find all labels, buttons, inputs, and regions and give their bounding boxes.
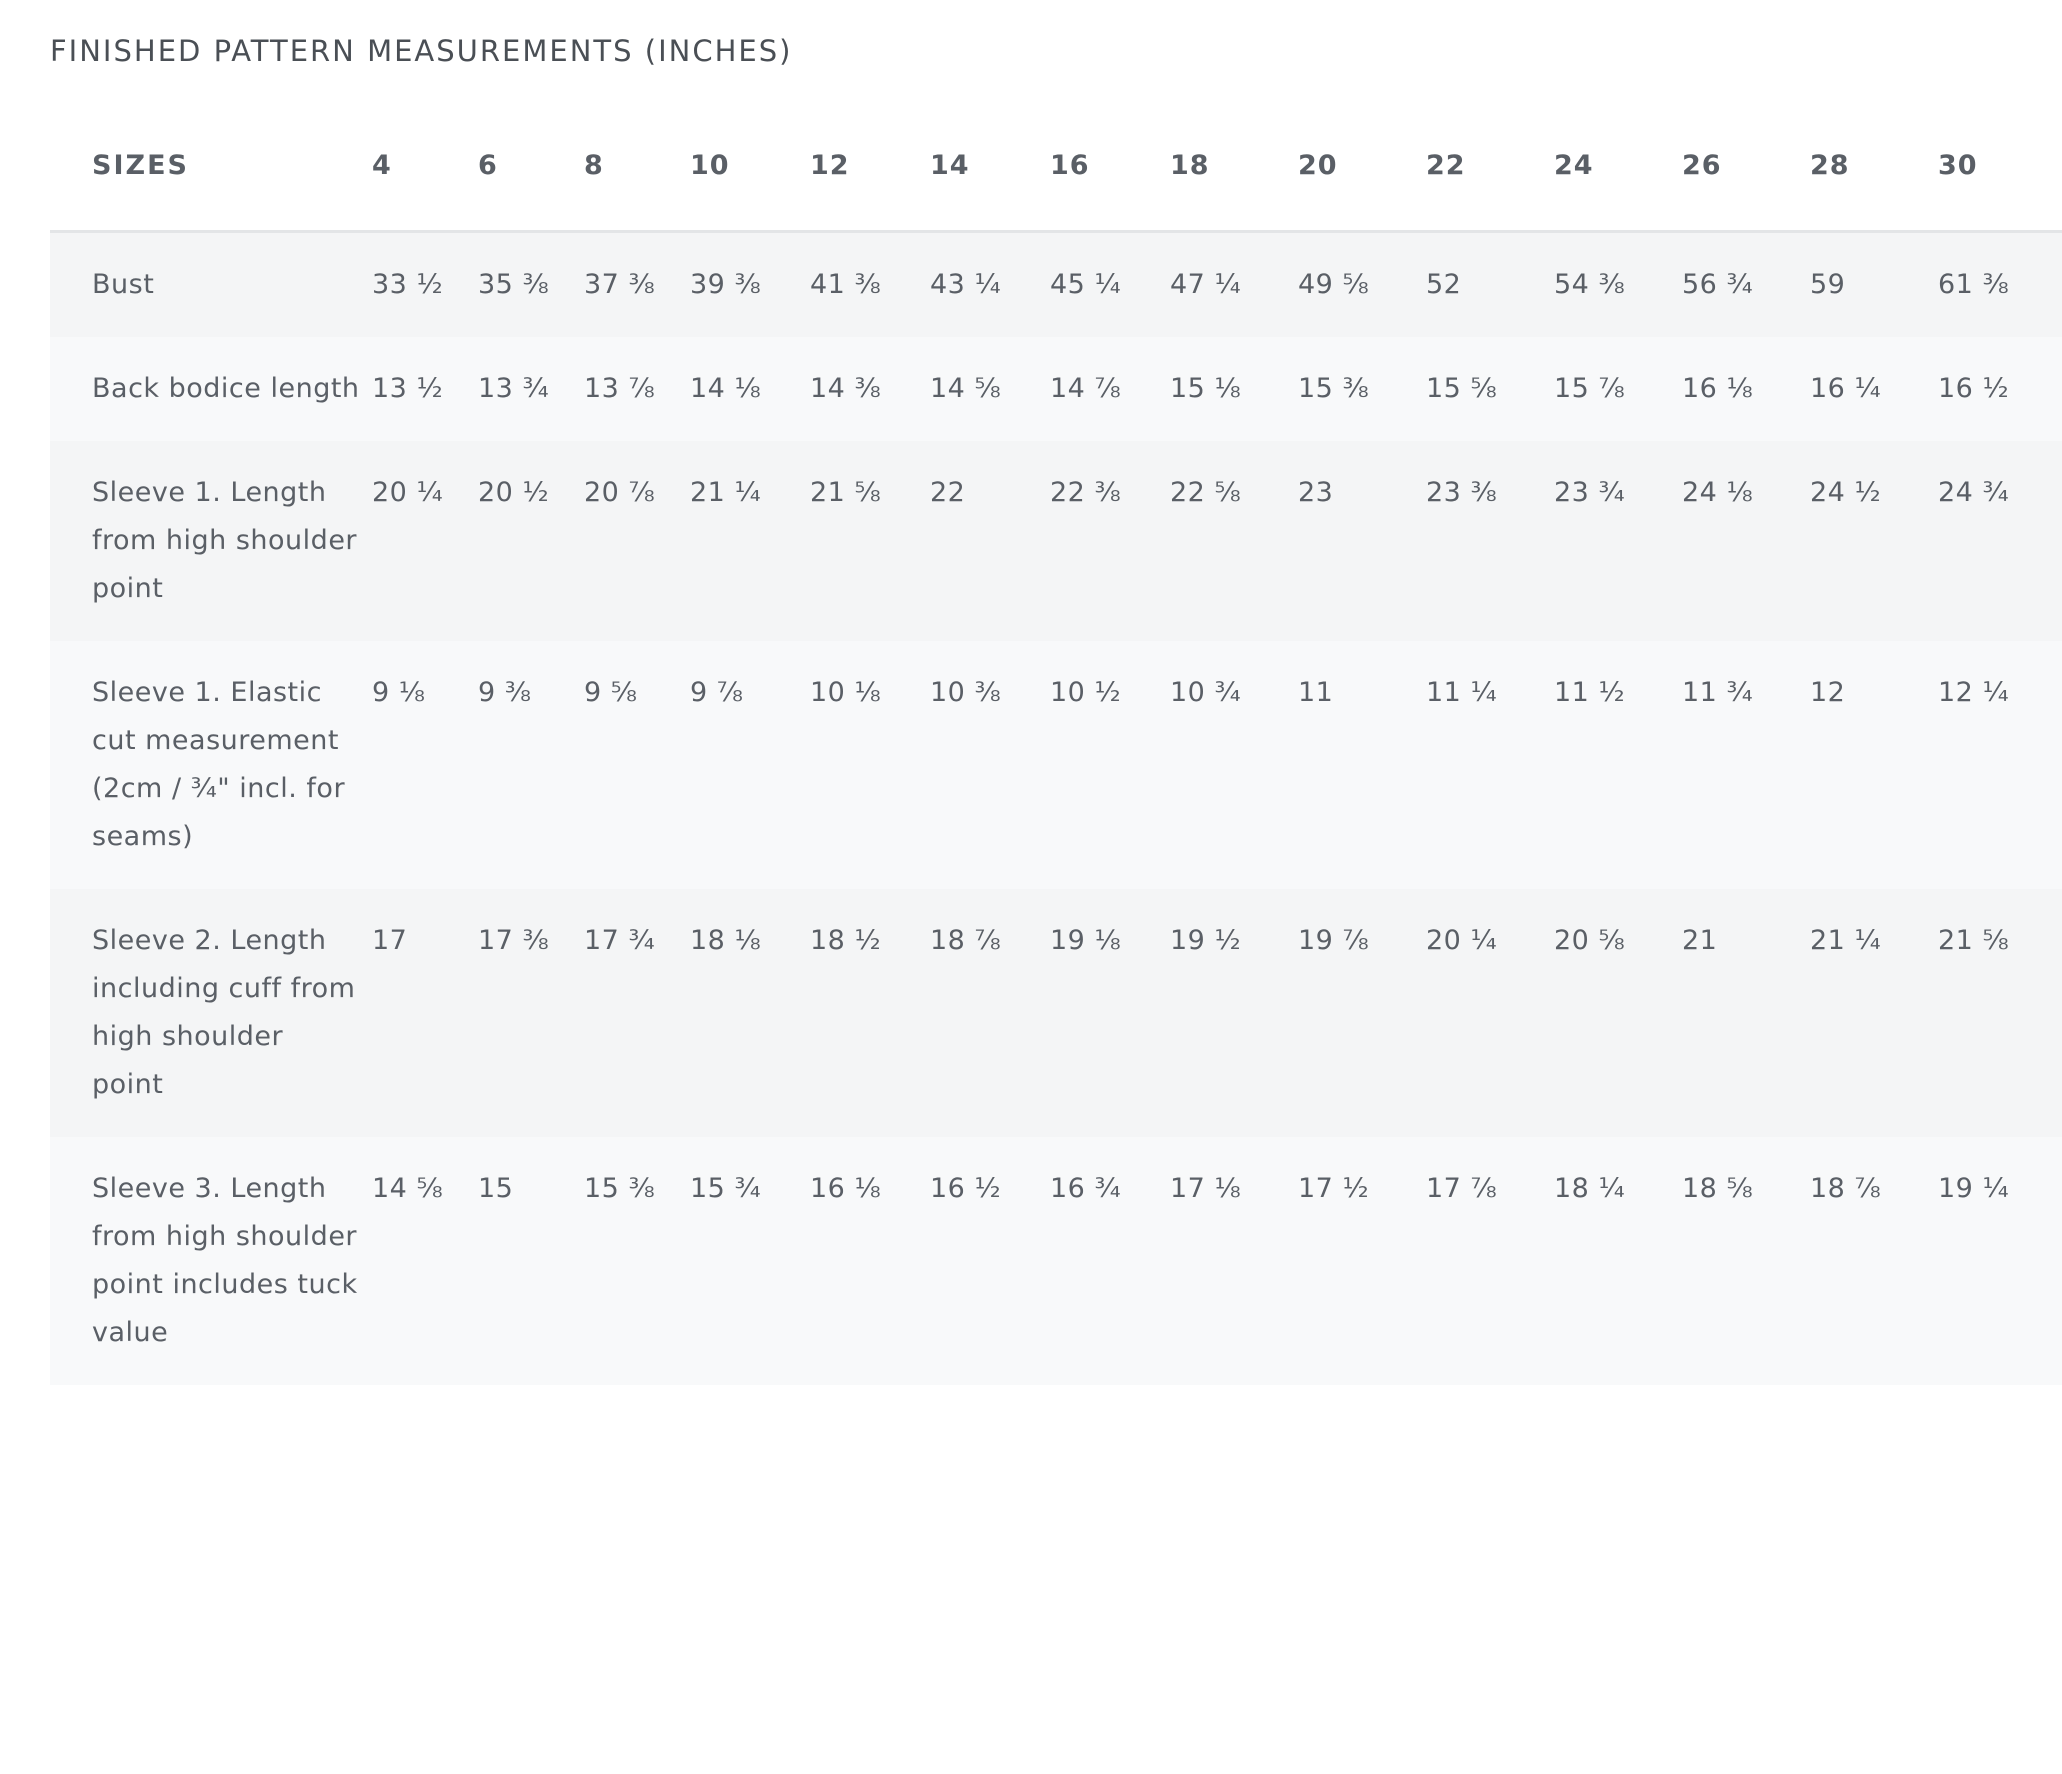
measurement-cell: 10 ¾ xyxy=(1170,641,1298,889)
measurement-cell: 16 ¾ xyxy=(1050,1137,1170,1385)
measurement-cell: 24 ⅛ xyxy=(1682,441,1810,641)
measurement-cell: 24 ¾ xyxy=(1938,441,2062,641)
measurement-cell: 54 ⅜ xyxy=(1554,232,1682,338)
measurement-cell: 21 ⅝ xyxy=(1938,889,2062,1137)
row-label: Bust xyxy=(50,232,372,338)
size-header: 8 xyxy=(584,100,690,232)
row-label: Sleeve 2. Length including cuff from high shoulder point xyxy=(50,889,372,1137)
measurement-cell: 9 ⅞ xyxy=(690,641,810,889)
size-header: 16 xyxy=(1050,100,1170,232)
table-row xyxy=(50,641,2062,889)
measurement-cell: 15 ⅞ xyxy=(1554,337,1682,441)
measurement-cell: 59 xyxy=(1810,232,1938,338)
size-header: 14 xyxy=(930,100,1050,232)
table-row xyxy=(50,232,2062,338)
size-header: 12 xyxy=(810,100,930,232)
measurement-cell: 17 ⅛ xyxy=(1170,1137,1298,1385)
size-header: 4 xyxy=(372,100,478,232)
measurement-cell: 23 xyxy=(1298,441,1426,641)
measurement-cell: 14 ⅝ xyxy=(372,1137,478,1385)
row-label: Sleeve 1. Elastic cut measurement (2cm / ¾" incl. for seams) xyxy=(50,641,372,889)
measurement-cell: 33 ½ xyxy=(372,232,478,338)
measurement-cell: 15 ⅜ xyxy=(584,1137,690,1385)
measurement-cell: 22 ⅝ xyxy=(1170,441,1298,641)
size-header: 10 xyxy=(690,100,810,232)
measurement-cell: 35 ⅜ xyxy=(478,232,584,338)
measurement-cell: 21 ¼ xyxy=(690,441,810,641)
measurement-cell: 16 ½ xyxy=(1938,337,2062,441)
measurement-cell: 13 ½ xyxy=(372,337,478,441)
measurement-cell: 9 ⅛ xyxy=(372,641,478,889)
measurement-cell: 52 xyxy=(1426,232,1554,338)
measurement-cell: 41 ⅜ xyxy=(810,232,930,338)
measurements-table xyxy=(50,100,2062,1385)
sizes-header: SIZES xyxy=(50,100,372,232)
measurement-cell: 17 xyxy=(372,889,478,1137)
measurement-cell: 14 ⅞ xyxy=(1050,337,1170,441)
measurement-cell: 10 ½ xyxy=(1050,641,1170,889)
size-header: 26 xyxy=(1682,100,1810,232)
measurement-cell: 21 ⅝ xyxy=(810,441,930,641)
measurement-cell: 16 ⅛ xyxy=(810,1137,930,1385)
measurement-cell: 10 ⅛ xyxy=(810,641,930,889)
size-header: 20 xyxy=(1298,100,1426,232)
measurement-cell: 13 ¾ xyxy=(478,337,584,441)
measurement-cell: 17 ¾ xyxy=(584,889,690,1137)
measurement-cell: 20 ¼ xyxy=(372,441,478,641)
measurement-cell: 9 ⅝ xyxy=(584,641,690,889)
measurement-cell: 20 ⅝ xyxy=(1554,889,1682,1137)
measurement-cell: 17 ⅜ xyxy=(478,889,584,1137)
table-row xyxy=(50,889,2062,1137)
size-header: 30 xyxy=(1938,100,2062,232)
measurement-cell: 19 ½ xyxy=(1170,889,1298,1137)
measurement-cell: 17 ⅞ xyxy=(1426,1137,1554,1385)
measurement-cell: 45 ¼ xyxy=(1050,232,1170,338)
size-header: 24 xyxy=(1554,100,1682,232)
measurement-cell: 22 xyxy=(930,441,1050,641)
measurement-cell: 61 ⅜ xyxy=(1938,232,2062,338)
size-header: 18 xyxy=(1170,100,1298,232)
measurement-cell: 20 ½ xyxy=(478,441,584,641)
measurement-cell: 19 ⅛ xyxy=(1050,889,1170,1137)
measurement-cell: 11 ¼ xyxy=(1426,641,1554,889)
size-header: 22 xyxy=(1426,100,1554,232)
measurement-cell: 18 ⅞ xyxy=(930,889,1050,1137)
measurement-cell: 21 xyxy=(1682,889,1810,1137)
measurement-cell: 15 ⅝ xyxy=(1426,337,1554,441)
measurement-cell: 9 ⅜ xyxy=(478,641,584,889)
measurement-cell: 15 ¾ xyxy=(690,1137,810,1385)
measurement-cell: 49 ⅝ xyxy=(1298,232,1426,338)
measurement-cell: 19 ¼ xyxy=(1938,1137,2062,1385)
table-row xyxy=(50,441,2062,641)
measurement-cell: 16 ⅛ xyxy=(1682,337,1810,441)
measurement-cell: 15 ⅛ xyxy=(1170,337,1298,441)
measurement-cell: 18 ½ xyxy=(810,889,930,1137)
measurement-cell: 10 ⅜ xyxy=(930,641,1050,889)
measurement-cell: 47 ¼ xyxy=(1170,232,1298,338)
page-title: FINISHED PATTERN MEASUREMENTS (INCHES) xyxy=(50,34,793,68)
measurement-cell: 24 ½ xyxy=(1810,441,1938,641)
table-row xyxy=(50,337,2062,441)
measurement-cell: 16 ¼ xyxy=(1810,337,1938,441)
measurement-cell: 23 ¾ xyxy=(1554,441,1682,641)
measurement-cell: 14 ⅜ xyxy=(810,337,930,441)
measurement-cell: 14 ⅝ xyxy=(930,337,1050,441)
measurement-cell: 37 ⅜ xyxy=(584,232,690,338)
row-label: Sleeve 3. Length from high shoulder point includes tuck value xyxy=(50,1137,372,1385)
measurement-cell: 18 ⅞ xyxy=(1810,1137,1938,1385)
measurement-cell: 16 ½ xyxy=(930,1137,1050,1385)
measurement-cell: 22 ⅜ xyxy=(1050,441,1170,641)
measurement-cell: 18 ¼ xyxy=(1554,1137,1682,1385)
measurement-cell: 20 ⅞ xyxy=(584,441,690,641)
header-row xyxy=(50,100,2062,232)
table-row xyxy=(50,1137,2062,1385)
table-header xyxy=(50,100,2062,232)
measurement-cell: 17 ½ xyxy=(1298,1137,1426,1385)
measurement-cell: 14 ⅛ xyxy=(690,337,810,441)
measurement-cell: 23 ⅜ xyxy=(1426,441,1554,641)
measurement-cell: 11 ½ xyxy=(1554,641,1682,889)
size-header: 6 xyxy=(478,100,584,232)
measurement-cell: 12 ¼ xyxy=(1938,641,2062,889)
measurement-cell: 43 ¼ xyxy=(930,232,1050,338)
measurement-cell: 11 xyxy=(1298,641,1426,889)
measurement-cell: 15 ⅜ xyxy=(1298,337,1426,441)
table-body xyxy=(50,232,2062,1386)
measurement-cell: 15 xyxy=(478,1137,584,1385)
measurement-cell: 11 ¾ xyxy=(1682,641,1810,889)
size-header: 28 xyxy=(1810,100,1938,232)
measurement-cell: 21 ¼ xyxy=(1810,889,1938,1137)
measurement-cell: 18 ⅝ xyxy=(1682,1137,1810,1385)
measurement-cell: 13 ⅞ xyxy=(584,337,690,441)
measurement-cell: 19 ⅞ xyxy=(1298,889,1426,1137)
row-label: Back bodice length xyxy=(50,337,372,441)
measurement-cell: 20 ¼ xyxy=(1426,889,1554,1137)
measurement-cell: 39 ⅜ xyxy=(690,232,810,338)
row-label: Sleeve 1. Length from high shoulder point xyxy=(50,441,372,641)
measurement-cell: 56 ¾ xyxy=(1682,232,1810,338)
measurement-cell: 12 xyxy=(1810,641,1938,889)
measurement-cell: 18 ⅛ xyxy=(690,889,810,1137)
